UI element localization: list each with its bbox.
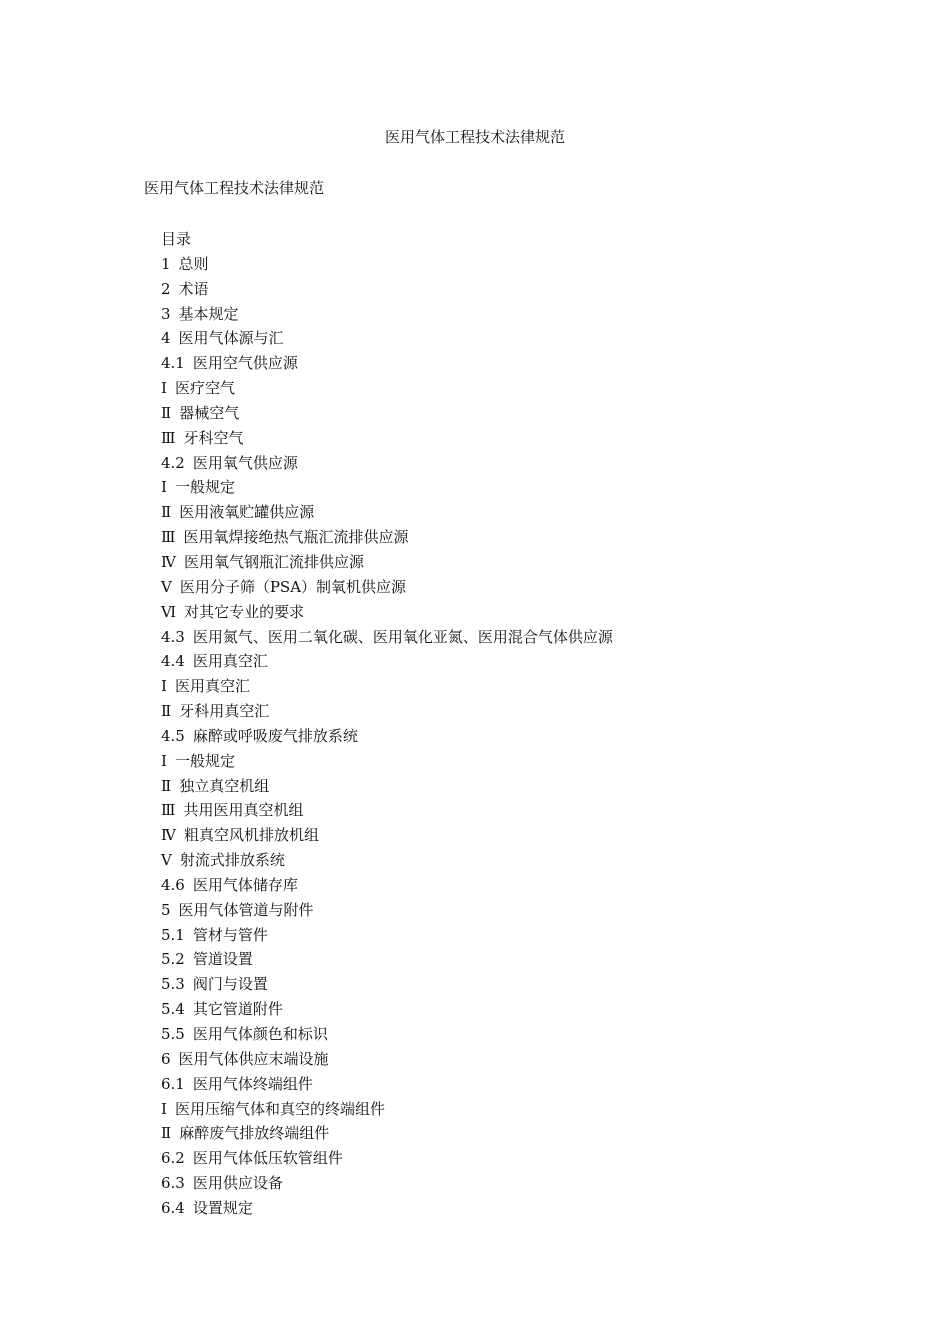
toc-item-number: Ⅵ: [161, 602, 177, 621]
toc-item[interactable]: [161, 600, 613, 625]
toc-item-label: 阀门与设置: [192, 975, 268, 994]
toc-item-number: Ⅲ: [161, 528, 176, 547]
toc-item-label: 总则: [178, 254, 209, 273]
toc-item-number: 4: [161, 329, 171, 348]
toc-item-label: 麻醉废气排放终端组件: [179, 1124, 330, 1143]
toc-item-number: 4.3: [161, 627, 185, 646]
toc-item-number: 6.1: [161, 1074, 185, 1093]
table-of-contents: [161, 227, 613, 1221]
toc-item-number: Ⅱ: [161, 403, 172, 422]
toc-item-label: 医用气体颜色和标识: [192, 1025, 328, 1043]
toc-item[interactable]: [161, 1171, 613, 1196]
toc-item[interactable]: [161, 848, 613, 873]
toc-item[interactable]: [161, 426, 613, 451]
toc-item-number: Ⅱ: [161, 503, 172, 522]
toc-item-label: 医用氧气钢瓶汇流排供应源: [184, 552, 365, 571]
toc-item-number: 5.3: [161, 975, 185, 994]
toc-item-label: 医用气体终端组件: [192, 1074, 313, 1093]
toc-item[interactable]: [161, 401, 613, 426]
toc-item-label: 医用真空汇: [192, 652, 268, 671]
toc-item[interactable]: [161, 1022, 613, 1047]
toc-item[interactable]: [161, 575, 613, 600]
toc-item[interactable]: [161, 674, 613, 699]
toc-item[interactable]: [161, 873, 613, 898]
toc-item[interactable]: [161, 749, 613, 774]
toc-item-label: 医用液氧贮罐供应源: [179, 503, 315, 522]
toc-item-number: 5.4: [161, 1000, 185, 1019]
toc-item-label: 医用氧焊接绝热气瓶汇流排供应源: [183, 528, 409, 547]
toc-item-number: Ⅰ: [161, 1099, 167, 1118]
toc-item-label: 一般规定: [174, 751, 235, 770]
toc-item-label: 射流式排放系统: [179, 851, 285, 870]
toc-item[interactable]: [161, 774, 613, 799]
toc-item-label: 医用气体低压软管组件: [192, 1149, 343, 1168]
toc-item-label: 麻醉或呼吸废气排放系统: [192, 726, 358, 745]
toc-item-label: 医用气体管道与附件: [178, 900, 314, 919]
toc-item-label: 设置规定: [192, 1198, 253, 1217]
toc-item-label: 管材与管件: [192, 925, 268, 944]
toc-item-label: 粗真空风机排放机组: [184, 826, 320, 845]
toc-item-number: Ⅴ: [161, 851, 172, 870]
toc-item-number: 4.5: [161, 726, 185, 745]
toc-item[interactable]: [161, 1146, 613, 1171]
toc-item[interactable]: [161, 724, 613, 749]
toc-item[interactable]: [161, 500, 613, 525]
toc-item-label: 一般规定: [174, 478, 235, 497]
toc-item-label: 独立真空机组: [179, 776, 270, 795]
toc-item[interactable]: [161, 1097, 613, 1122]
toc-heading: 目录: [161, 230, 192, 248]
document-subtitle: 医用气体工程技术法律规范: [144, 179, 325, 197]
toc-item-number: Ⅱ: [161, 1124, 172, 1143]
toc-item-number: 2: [161, 279, 171, 298]
toc-item-number: Ⅴ: [161, 577, 172, 596]
toc-item-number: Ⅱ: [161, 776, 172, 795]
toc-item-label: 医用空气供应源: [192, 354, 298, 373]
toc-item[interactable]: [161, 625, 613, 650]
toc-item-number: Ⅳ: [161, 826, 176, 845]
toc-item-label: 医疗空气: [174, 379, 235, 398]
toc-item-number: 4.2: [161, 453, 185, 472]
toc-item-label: 医用气体供应末端设施: [178, 1049, 329, 1068]
toc-item-number: Ⅳ: [161, 552, 176, 571]
toc-item-label: 共用医用真空机组: [183, 801, 304, 820]
toc-item[interactable]: [161, 923, 613, 948]
toc-item[interactable]: [161, 277, 613, 302]
toc-item[interactable]: [161, 1072, 613, 1097]
toc-item[interactable]: [161, 898, 613, 923]
toc-item[interactable]: [161, 972, 613, 997]
toc-item-label: 器械空气: [179, 403, 240, 422]
toc-item[interactable]: [161, 997, 613, 1022]
toc-item[interactable]: [161, 351, 613, 376]
toc-item[interactable]: [161, 252, 613, 277]
toc-item-number: 4.6: [161, 875, 185, 894]
toc-item-number: Ⅰ: [161, 478, 167, 497]
toc-item-number: 1: [161, 254, 171, 273]
toc-item-number: Ⅰ: [161, 751, 167, 770]
toc-item-label: 术语: [178, 279, 209, 298]
toc-item-number: Ⅰ: [161, 379, 167, 398]
toc-item-label: 医用氧气供应源: [192, 453, 298, 472]
toc-item-number: 6: [161, 1049, 171, 1068]
toc-item[interactable]: [161, 1047, 613, 1072]
toc-item[interactable]: [161, 451, 613, 476]
toc-item-label: 基本规定: [178, 304, 239, 323]
toc-item[interactable]: [161, 376, 613, 401]
toc-item-number: 6.3: [161, 1174, 185, 1193]
toc-item-label: 医用分子筛（PSA）制氧机供应源: [179, 577, 407, 596]
toc-item-number: 6.4: [161, 1198, 185, 1217]
toc-item-label: 其它管道附件: [192, 1000, 283, 1019]
toc-item[interactable]: [161, 302, 613, 327]
toc-item-number: 4.4: [161, 652, 185, 671]
toc-item[interactable]: [161, 475, 613, 500]
toc-item[interactable]: [161, 326, 613, 351]
toc-item-label: 医用气体储存库: [192, 875, 298, 894]
toc-item-number: 4.1: [161, 354, 185, 373]
toc-item-label: 管道设置: [192, 950, 253, 969]
toc-item-number: 5: [161, 900, 171, 919]
toc-item-number: 6.2: [161, 1149, 185, 1168]
document-title: 医用气体工程技术法律规范: [384, 128, 565, 146]
toc-item[interactable]: [161, 823, 613, 848]
toc-item-label: 牙科空气: [183, 428, 244, 447]
toc-item-number: Ⅲ: [161, 801, 176, 820]
toc-item[interactable]: [161, 550, 613, 575]
toc-item[interactable]: [161, 1121, 613, 1146]
toc-item-label: 医用供应设备: [192, 1174, 283, 1193]
toc-item[interactable]: [161, 798, 613, 823]
toc-item-number: 5.2: [161, 950, 185, 969]
toc-item-label: 医用压缩气体和真空的终端组件: [174, 1099, 385, 1118]
toc-item-label: 医用气体源与汇: [178, 329, 284, 348]
toc-item[interactable]: [161, 525, 613, 550]
toc-item-number: 3: [161, 304, 171, 323]
toc-item[interactable]: [161, 1196, 613, 1221]
toc-item[interactable]: [161, 699, 613, 724]
toc-item-label: 医用氮气、医用二氧化碳、医用氧化亚氮、医用混合气体供应源: [192, 627, 613, 646]
toc-item[interactable]: [161, 649, 613, 674]
toc-item-number: Ⅱ: [161, 702, 172, 721]
toc-item-label: 对其它专业的要求: [184, 602, 305, 621]
toc-item-number: 5.5: [161, 1025, 185, 1043]
toc-item-label: 牙科用真空汇: [179, 702, 270, 721]
toc-item-number: Ⅰ: [161, 677, 167, 696]
toc-item-number: Ⅲ: [161, 428, 176, 447]
toc-item-label: 医用真空汇: [174, 677, 250, 696]
toc-item[interactable]: [161, 947, 613, 972]
toc-item-number: 5.1: [161, 925, 185, 944]
